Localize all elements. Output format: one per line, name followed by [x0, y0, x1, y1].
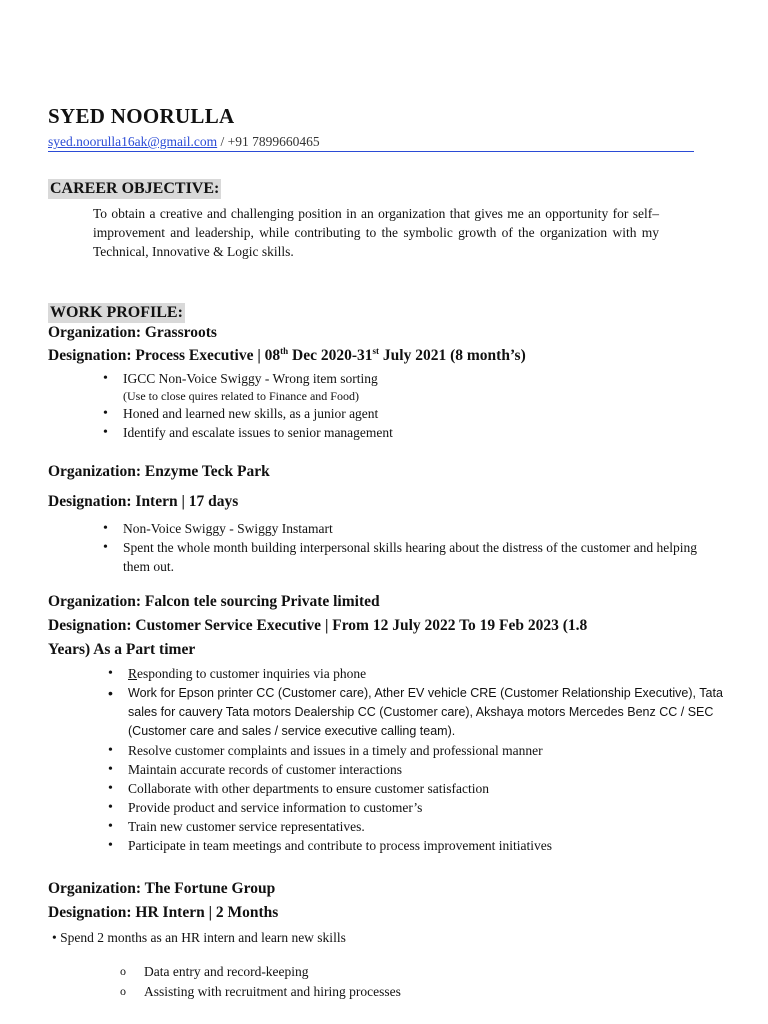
career-objective-heading: CAREER OBJECTIVE:: [50, 180, 220, 197]
job-1-sup-st: st: [372, 346, 380, 356]
job-2-bullets: [97, 519, 722, 576]
list-item: o Assisting with recruitment and hiring processes: [120, 982, 620, 1002]
work-profile-heading: WORK PROFILE:: [50, 304, 183, 321]
job-1-designation-prefix: Designation: Process Executive | 08: [48, 347, 281, 365]
list-item: • Non-Voice Swiggy - Swiggy Instamart: [97, 519, 722, 538]
job-4-summary-text: Spend 2 months as an HR intern and learn new skills: [60, 930, 346, 945]
job-4-summary-line: [52, 929, 346, 947]
job-4-organization: Organization: The Fortune Group: [48, 880, 276, 897]
job-1-designation-suffix: July 2021 (8 month’s): [379, 347, 526, 365]
list-item: • Spent the whole month building interpersonal skills hearing about the distress of the customer and helping them out.: [97, 538, 722, 576]
contact-line: [48, 134, 694, 152]
job-3-organization: Organization: Falcon tele sourcing Private limited: [48, 593, 380, 610]
list-item: • Collaborate with other departments to ensure customer satisfaction: [102, 779, 752, 798]
list-item: • Provide product and service information to customer’s: [102, 798, 752, 817]
job-2-organization: Organization: Enzyme Teck Park: [48, 463, 270, 480]
job-3-bullets-rest: [102, 741, 752, 855]
list-item: • Participate in team meetings and contribute to process improvement initiatives: [102, 836, 752, 855]
job-1-designation: [48, 346, 526, 365]
job-4-designation: Designation: HR Intern | 2 Months: [48, 904, 279, 921]
list-item: • Honed and learned new skills, as a junior agent: [97, 404, 717, 423]
job-3-designation-line1: Designation: Customer Service Executive | From 12 July 2022 To 19 Feb 2023 (1.8: [48, 617, 588, 634]
job-1-designation-mid: Dec 2020-31: [288, 347, 373, 365]
job-3-designation-line2: Years) As a Part timer: [48, 641, 196, 658]
contact-separator: /: [217, 134, 228, 149]
bullet-icon: •: [52, 930, 61, 945]
list-item: • Work for Epson printer CC (Customer care), Ather EV vehicle CRE (Customer Relationship Executive), Tata sales for cauvery Tata motors Dealership CC (Customer care), Akshaya motors Mercedes Benz CC / SEC (Customer care and sales / service executive calling team).: [102, 684, 752, 741]
list-item: • Train new customer service representatives.: [102, 817, 752, 836]
job-1-organization: Organization: Grassroots: [48, 324, 217, 341]
job-1-bullet-note: (Use to close quires related to Finance and Food): [123, 389, 359, 403]
email-link[interactable]: syed.noorulla16ak@gmail.com: [48, 134, 218, 149]
job-1-sup-th: th: [280, 346, 289, 356]
candidate-name: SYED NOORULLA: [48, 104, 235, 128]
list-item: • Identify and escalate issues to senior management: [97, 423, 717, 442]
job-1-bullet-1: IGCC Non-Voice Swiggy - Wrong item sorting: [123, 371, 378, 386]
phone-number: +91 7899660465: [227, 134, 320, 149]
job-3-bullets-sans: [102, 684, 752, 741]
list-item: [97, 369, 717, 404]
career-objective-text: To obtain a creative and challenging position in an organization that gives me an opportunity for self–improvement and leadership, while contributing to the symbolic growth of the organization with my Technical, Innovative & Logic skills.: [93, 206, 659, 259]
list-item: • Maintain accurate records of customer interactions: [102, 760, 752, 779]
job-3-bullet-1-initial: R: [128, 666, 138, 681]
job-3-bullets: [102, 664, 752, 683]
job-1-bullets: [97, 369, 717, 442]
job-3-bullet-1-rest: esponding to customer inquiries via phone: [137, 666, 367, 681]
list-item: [102, 664, 752, 683]
job-2-designation: Designation: Intern | 17 days: [48, 493, 239, 510]
list-item: o Data entry and record-keeping: [120, 962, 620, 982]
job-4-sub-items: [120, 962, 620, 1002]
list-item: • Resolve customer complaints and issues in a timely and professional manner: [102, 741, 752, 760]
